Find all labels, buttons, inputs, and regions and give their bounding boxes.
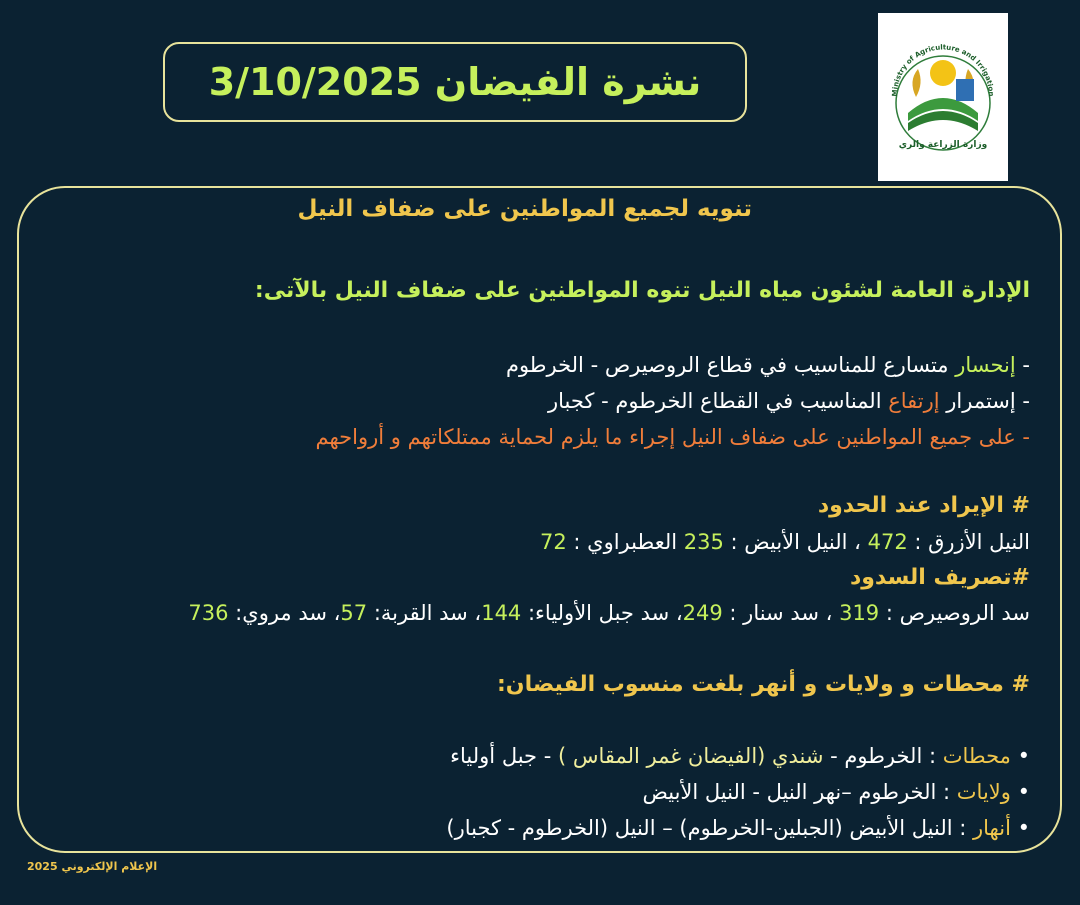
bullet-icon: • <box>1017 744 1030 768</box>
bullet-icon: • <box>1017 816 1030 840</box>
blue-nile-label: النيل الأزرق : <box>907 530 1030 554</box>
roseires-value: 319 <box>839 601 880 625</box>
inflow-heading: # الإيراد عند الحدود <box>817 493 1030 518</box>
states-row <box>643 777 1031 807</box>
notice-text: متسارع للمناسيب في قطاع الروصيرص - الخرطوم <box>505 353 956 377</box>
qirba-label: ، سد القربة: <box>367 601 482 625</box>
logo-arc-text: Ministry of Agriculture and Irrigation <box>890 43 996 97</box>
sennar-label: ، سد سنار : <box>722 601 840 625</box>
ministry-logo <box>878 13 1008 181</box>
stations-row <box>450 741 1030 771</box>
states-text: : الخرطوم –نهر النيل - النيل الأبيض <box>642 780 957 804</box>
rivers-label: أنهار <box>973 816 1011 840</box>
sennar-value: 249 <box>682 601 723 625</box>
stations-text-end: - جبل أولياء <box>450 744 558 768</box>
logo-arabic-text: وزارة الزراعة والري <box>898 140 988 150</box>
blue-nile-value: 472 <box>867 530 908 554</box>
atbara-value: 72 <box>539 530 567 554</box>
notice-keyword-rise: إرتفاع <box>888 389 940 413</box>
stations-highlight: شندي (الفيضان غمر المقاس ) <box>557 744 824 768</box>
notice-subtitle: تنويه لجميع المواطنين على ضفاف النيل <box>297 196 752 222</box>
merowe-label: ، سد مروي: <box>228 601 341 625</box>
jebel-aulia-value: 144 <box>481 601 522 625</box>
inflow-values <box>540 527 1030 557</box>
notice-prefix: - <box>1015 353 1030 377</box>
footer-credit: الإعلام الإلكتروني 2025 <box>27 860 158 873</box>
dams-heading: #تصريف السدود <box>849 565 1030 590</box>
ministry-emblem-icon <box>878 13 1008 181</box>
notice-item-rise <box>548 386 1030 416</box>
notice-text: المناسيب في القطاع الخرطوم - كجبار <box>548 389 889 413</box>
qirba-value: 57 <box>340 601 368 625</box>
merowe-value: 736 <box>188 601 229 625</box>
dams-values <box>188 598 1030 628</box>
stations-label: محطات <box>942 744 1011 768</box>
jebel-aulia-label: ، سد جبل الأولياء: <box>521 601 683 625</box>
flood-level-heading: # محطات و ولايات و أنهر بلغت منسوب الفيضان: <box>497 672 1030 697</box>
states-label: ولايات <box>956 780 1011 804</box>
page-title: نشرة الفيضان 3/10/2025 <box>208 60 702 104</box>
rivers-row <box>446 813 1030 843</box>
intro-text: الإدارة العامة لشئون مياه النيل تنوه المواطنين على ضفاف النيل بالآتى: <box>254 278 1030 303</box>
rivers-text: : النيل الأبيض (الجبلين-الخرطوم) – النيل (الخرطوم - كجبار) <box>446 816 974 840</box>
notice-keyword-recession: إنحسار <box>955 353 1016 377</box>
atbara-label: العطبراوي : <box>566 530 684 554</box>
roseires-label: سد الروصيرص : <box>879 601 1030 625</box>
white-nile-value: 235 <box>683 530 724 554</box>
notice-prefix: - إستمرار <box>939 389 1030 413</box>
notice-item-recession <box>506 350 1030 380</box>
stations-text: : الخرطوم - <box>823 744 943 768</box>
white-nile-label: ، النيل الأبيض : <box>723 530 868 554</box>
bullet-icon: • <box>1017 780 1030 804</box>
title-box <box>163 42 747 122</box>
notice-item-warning: - على جميع المواطنين على ضفاف النيل إجراء ما يلزم لحماية ممتلكاتهم و أرواحهم <box>315 425 1030 449</box>
